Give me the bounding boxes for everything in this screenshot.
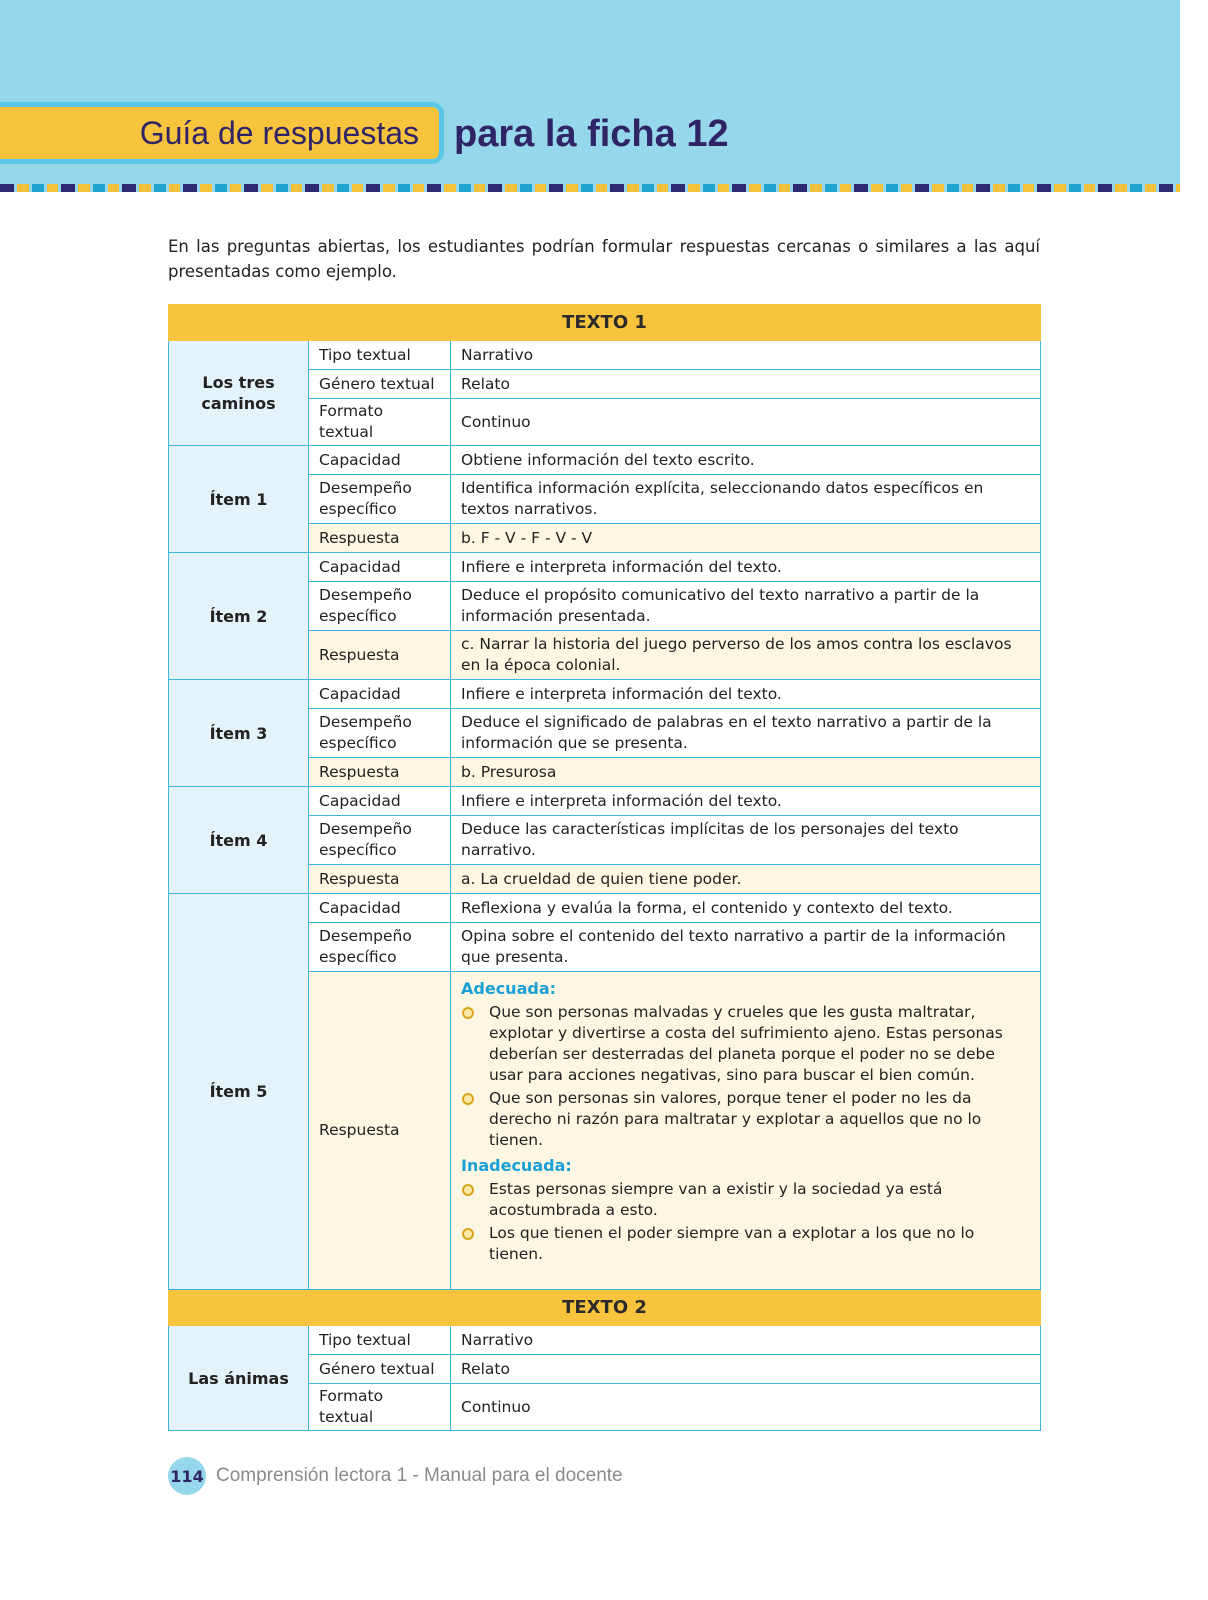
respuesta-value: b. Presurosa [451,758,1041,787]
row-label: Desempeño específico [309,475,451,524]
list-item: Que son personas malvadas y crueles que les gusta maltratar, explotar y divertirse a costa del sufrimiento ajeno. Estas personas deberían ser desterradas del planeta porque el poder no se debe usar para acciones negativas, sino para buscar el bien común. [461,1002,1030,1086]
row-label: Respuesta [309,758,451,787]
table-row [169,787,1041,816]
desempeno-value: Identifica información explícita, seleccionando datos específicos en textos narrativos. [451,475,1041,524]
row-label: Género textual [309,370,451,399]
capacidad-value: Infiere e interpreta información del texto. [451,680,1041,709]
text-title-cell: Los tres caminos [169,341,309,446]
section-header-texto2 [169,1290,1041,1326]
row-value: Continuo [451,399,1041,446]
decorative-dash-strip [0,184,1180,192]
row-label: Desempeño específico [309,709,451,758]
capacidad-value: Infiere e interpreta información del texto. [451,787,1041,816]
respuesta-value: c. Narrar la historia del juego perverso de los amos contra los esclavos en la época colonial. [451,631,1041,680]
section-title: TEXTO 2 [169,1290,1041,1326]
inadecuada-label: Inadecuada: [461,1156,572,1175]
item-label: Ítem 3 [169,680,309,787]
item-label: Ítem 1 [169,446,309,553]
desempeno-value: Deduce el significado de palabras en el texto narrativo a partir de la información que se presenta. [451,709,1041,758]
page-title: para la ficha 12 [454,113,729,155]
row-label: Capacidad [309,894,451,923]
row-label: Tipo textual [309,341,451,370]
list-item: Que son personas sin valores, porque tener el poder no les da derecho ni razón para maltratar y explotar a aquellos que no lo tienen. [461,1088,1030,1151]
page-number: 114 [168,1457,206,1495]
table-row [169,894,1041,923]
row-label: Respuesta [309,972,451,1290]
section-header-texto1 [169,305,1041,341]
desempeno-value: Deduce el propósito comunicativo del texto narrativo a partir de la información presentada. [451,582,1041,631]
row-label: Capacidad [309,680,451,709]
row-label: Desempeño específico [309,816,451,865]
row-label: Capacidad [309,787,451,816]
book-title: Comprensión lectora 1 - Manual para el docente [216,1465,623,1486]
table-row [169,680,1041,709]
inadecuada-list [461,1179,1030,1265]
row-label: Respuesta [309,524,451,553]
row-label: Formato textual [309,1384,451,1431]
adecuada-list [461,1002,1030,1151]
table-row [169,446,1041,475]
bullet-circle-icon [462,1184,474,1196]
row-label: Formato textual [309,399,451,446]
item-label: Ítem 2 [169,553,309,680]
item-label: Ítem 5 [169,894,309,1290]
table-row [169,1326,1041,1355]
row-label: Respuesta [309,631,451,680]
answer-table [168,304,1040,1431]
row-value: Narrativo [451,341,1041,370]
intro-paragraph: En las preguntas abiertas, los estudiantes podrían formular respuestas cercanas o similares a las aquí presentadas como ejemplo. [168,237,1040,281]
table-row [169,341,1041,370]
respuesta-value [451,972,1041,1290]
respuesta-value: b. F - V - F - V - V [451,524,1041,553]
title-highlight-box [0,102,444,164]
row-label: Respuesta [309,865,451,894]
row-label: Desempeño específico [309,582,451,631]
capacidad-value: Infiere e interpreta información del texto. [451,553,1041,582]
desempeno-value: Opina sobre el contenido del texto narrativo a partir de la información que presenta. [451,923,1041,972]
row-label: Capacidad [309,446,451,475]
row-value: Continuo [451,1384,1041,1431]
capacidad-value: Reflexiona y evalúa la forma, el contenido y contexto del texto. [451,894,1041,923]
page-footer [168,1456,623,1496]
item-label: Ítem 4 [169,787,309,894]
table-row [169,553,1041,582]
bullet-circle-icon [462,1007,474,1019]
title-highlight: Guía de respuestas [139,114,419,151]
list-item: Estas personas siempre van a existir y la sociedad ya está acostumbrada a esto. [461,1179,1030,1221]
bullet-circle-icon [462,1228,474,1240]
row-label: Desempeño específico [309,923,451,972]
capacidad-value: Obtiene información del texto escrito. [451,446,1041,475]
row-value: Relato [451,370,1041,399]
row-label: Tipo textual [309,1326,451,1355]
list-item: Los que tienen el poder siempre van a explotar a los que no lo tienen. [461,1223,1030,1265]
section-title: TEXTO 1 [169,305,1041,341]
row-value: Relato [451,1355,1041,1384]
row-value: Narrativo [451,1326,1041,1355]
desempeno-value: Deduce las características implícitas de los personajes del texto narrativo. [451,816,1041,865]
row-label: Género textual [309,1355,451,1384]
row-label: Capacidad [309,553,451,582]
text-title-cell: Las ánimas [169,1326,309,1431]
adecuada-label: Adecuada: [461,979,557,998]
respuesta-value: a. La crueldad de quien tiene poder. [451,865,1041,894]
bullet-circle-icon [462,1093,474,1105]
